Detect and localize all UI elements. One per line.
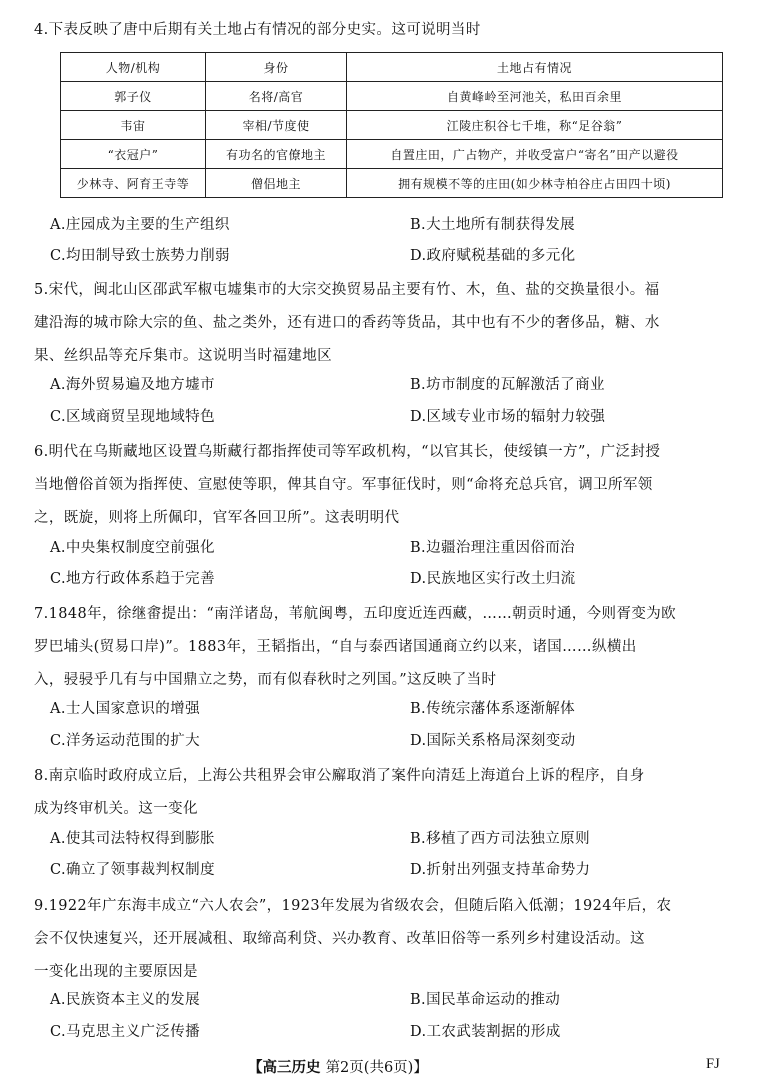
question-9-option-a[interactable]: A.民族资本主义的发展 bbox=[50, 992, 200, 1008]
question-4-option-a[interactable]: A.庄园成为主要的生产组织 bbox=[50, 217, 230, 233]
question-8-stem bbox=[34, 760, 734, 826]
table-cell: 郭子仪 bbox=[61, 82, 206, 111]
footer-center bbox=[248, 1056, 428, 1077]
question-7-line: 罗巴埔头(贸易口岸)”。1883年，王韬指出，“自与泰西诸国通商立约以来，诸国……纵横出 bbox=[34, 639, 637, 655]
question-7-option-c[interactable]: C.洋务运动范围的扩大 bbox=[50, 733, 201, 749]
table-row bbox=[61, 111, 723, 140]
question-9-line: 会不仅快速复兴，还开展减租、取缔高利贷、兴办教育、改革旧俗等一系列乡村建设活动。这 bbox=[34, 931, 645, 947]
question-4-text: 4.下表反映了唐中后期有关土地占有情况的部分史实。这可说明当时 bbox=[34, 22, 481, 38]
table-header-cell: 土地占有情况 bbox=[347, 53, 723, 82]
table-header-cell: 身份 bbox=[206, 53, 347, 82]
question-9-option-c[interactable]: C.马克思主义广泛传播 bbox=[50, 1024, 201, 1040]
footer-page-number: 第2页(共6页)】 bbox=[325, 1060, 428, 1076]
table-cell: 拥有规模不等的庄田(如少林寺柏谷庄占田四十顷) bbox=[347, 169, 723, 198]
question-8-option-b[interactable]: B.移植了西方司法独立原则 bbox=[410, 831, 590, 847]
table-cell: 韦宙 bbox=[61, 111, 206, 140]
question-7-line: 7.1848年，徐继畬提出：“南洋诸岛，苇航闽粤，五印度近连西藏，……朝贡时通，今则胥变为欧 bbox=[34, 606, 677, 622]
question-7-stem bbox=[34, 598, 734, 697]
question-7-line: 入，骎骎乎几有与中国鼎立之势，而有似春秋时之列国。”这反映了当时 bbox=[34, 672, 497, 688]
table-cell: 有功名的官僚地主 bbox=[206, 140, 347, 169]
footer-subject: 【高三历史 bbox=[248, 1059, 321, 1076]
question-9-stem bbox=[34, 890, 734, 989]
table-cell: 自置庄田，广占物产，并收受富户“寄名”田产以避役 bbox=[347, 140, 723, 169]
question-5-option-a[interactable]: A.海外贸易遍及地方墟市 bbox=[50, 377, 215, 393]
question-5-option-c[interactable]: C.区域商贸呈现地域特色 bbox=[50, 409, 215, 425]
question-5-line: 5.宋代，闽北山区邵武军椒屯墟集市的大宗交换贸易品主要有竹、木，鱼、盐的交换量很小。福 bbox=[34, 282, 660, 298]
table-cell: “衣冠户” bbox=[61, 140, 206, 169]
question-4-stem bbox=[34, 14, 734, 47]
table-row bbox=[61, 82, 723, 111]
question-4-option-b[interactable]: B.大土地所有制获得发展 bbox=[410, 217, 576, 233]
question-6-option-c[interactable]: C.地方行政体系趋于完善 bbox=[50, 571, 215, 587]
question-9-option-b[interactable]: B.国民革命运动的推动 bbox=[410, 992, 561, 1008]
table-cell: 僧侣地主 bbox=[206, 169, 347, 198]
table-row bbox=[61, 140, 723, 169]
question-6-option-b[interactable]: B.边疆治理注重因俗而治 bbox=[410, 540, 576, 556]
question-6-stem bbox=[34, 436, 734, 535]
question-9-line: 9.1922年广东海丰成立“六人农会”，1923年发展为省级农会，但随后陷入低潮；1924年后，农 bbox=[34, 898, 672, 914]
question-8-option-c[interactable]: C.确立了领事裁判权制度 bbox=[50, 862, 215, 878]
table-cell: 江陵庄积谷七千堆，称“足谷翁” bbox=[347, 111, 723, 140]
question-7-option-d[interactable]: D.国际关系格局深刻变动 bbox=[410, 733, 576, 749]
question-7-option-b[interactable]: B.传统宗藩体系逐渐解体 bbox=[410, 701, 576, 717]
question-8-option-a[interactable]: A.使其司法特权得到膨胀 bbox=[50, 831, 215, 847]
page-footer bbox=[0, 1056, 760, 1078]
land-ownership-table bbox=[60, 52, 723, 198]
table-header-row bbox=[61, 53, 723, 82]
table-cell: 少林寺、阿育王寺等 bbox=[61, 169, 206, 198]
table-cell: 名将/高官 bbox=[206, 82, 347, 111]
question-9-line: 一变化出现的主要原因是 bbox=[34, 964, 198, 980]
question-6-line: 当地僧俗首领为指挥使、宣慰使等职，俾其自守。军事征伐时，则“命将充总兵官，调卫所军领 bbox=[34, 477, 653, 493]
table-cell: 自黄峰岭至河池关，私田百余里 bbox=[347, 82, 723, 111]
question-8-option-d[interactable]: D.折射出列强支持革命势力 bbox=[410, 862, 591, 878]
question-6-option-d[interactable]: D.民族地区实行改土归流 bbox=[410, 571, 576, 587]
table-cell: 宰相/节度使 bbox=[206, 111, 347, 140]
question-5-option-d[interactable]: D.区域专业市场的辐射力较强 bbox=[410, 409, 606, 425]
table-header-cell: 人物/机构 bbox=[61, 53, 206, 82]
question-4-option-d[interactable]: D.政府赋税基础的多元化 bbox=[410, 248, 576, 264]
question-6-line: 之，既旋，则将上所佩印，官军各回卫所”。这表明明代 bbox=[34, 510, 400, 526]
question-9-option-d[interactable]: D.工农武装割据的形成 bbox=[410, 1024, 561, 1040]
question-5-line: 建沿海的城市除大宗的鱼、盐之类外，还有进口的香药等货品，其中也有不少的奢侈品，糖、水 bbox=[34, 315, 660, 331]
question-8-line: 8.南京临时政府成立后，上海公共租界会审公廨取消了案件向清廷上海道台上诉的程序，自身 bbox=[34, 768, 645, 784]
question-5-line: 果、丝织品等充斥集市。这说明当时福建地区 bbox=[34, 348, 332, 364]
question-7-option-a[interactable]: A.士人国家意识的增强 bbox=[50, 701, 200, 717]
question-4-option-c[interactable]: C.均田制导致士族势力削弱 bbox=[50, 248, 230, 264]
question-6-line: 6.明代在乌斯藏地区设置乌斯藏行都指挥使司等军政机构，“以官其长，使绥镇一方”，广泛封授 bbox=[34, 444, 661, 460]
question-8-line: 成为终审机关。这一变化 bbox=[34, 801, 198, 817]
footer-code: FJ bbox=[706, 1056, 720, 1072]
table-row bbox=[61, 169, 723, 198]
question-5-option-b[interactable]: B.坊市制度的瓦解激活了商业 bbox=[410, 377, 605, 393]
question-5-stem bbox=[34, 274, 734, 373]
question-6-option-a[interactable]: A.中央集权制度空前强化 bbox=[50, 540, 215, 556]
